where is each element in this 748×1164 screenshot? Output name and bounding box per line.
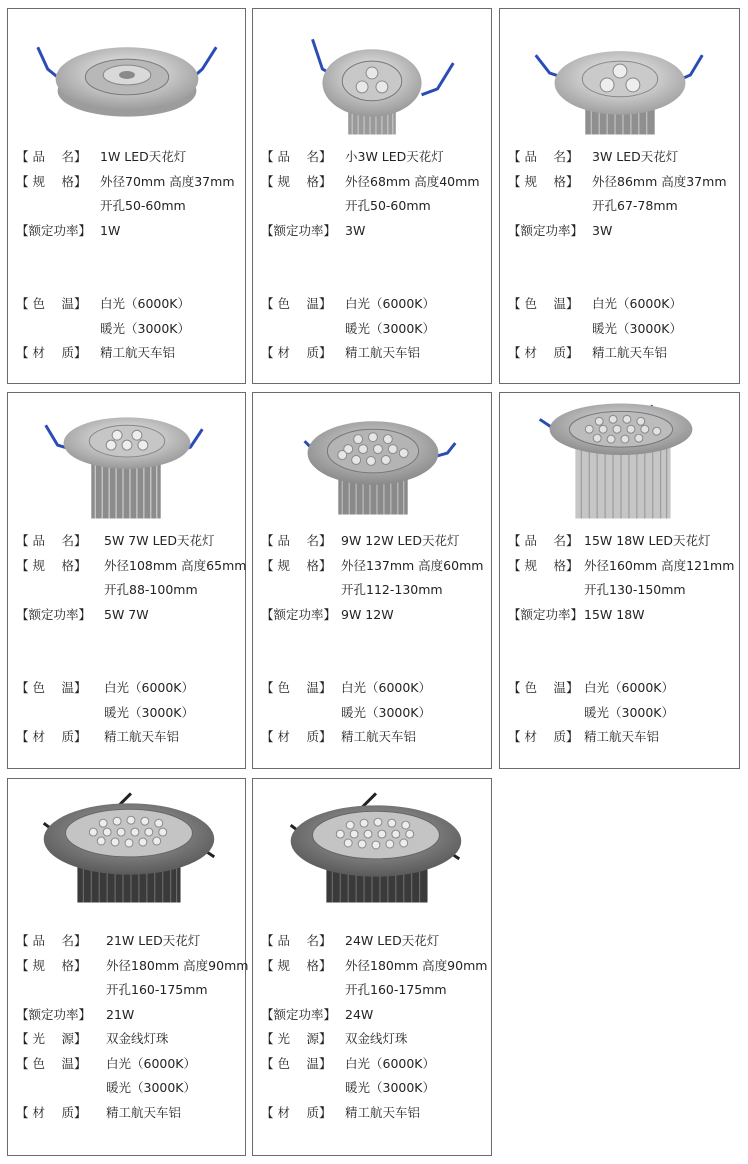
material-value: 精工航天车铝	[345, 345, 421, 360]
spec-label: 【 规 格】	[261, 957, 332, 973]
spec-label: 【 规 格】	[16, 557, 87, 573]
spec-table	[16, 145, 241, 366]
spec-table	[508, 529, 735, 750]
spec-size: 外径160mm 高度121mm	[584, 557, 735, 573]
material-value: 精工航天车铝	[584, 729, 660, 744]
product-card-3w	[499, 8, 740, 384]
product-name: 15W 18W LED天花灯	[584, 533, 711, 548]
product-name: 21W LED天花灯	[106, 933, 201, 948]
downlight-24w-image	[253, 779, 491, 907]
product-card-9w-12w	[252, 392, 492, 769]
spec-label: 【 规 格】	[16, 173, 87, 189]
product-card-21w	[7, 778, 249, 1156]
spec-label: 【 规 格】	[508, 173, 579, 189]
material-label: 【 材 质】	[261, 1104, 332, 1120]
spec-cutout: 开孔160-175mm	[106, 982, 208, 997]
downlight-9w-12w-image	[253, 393, 491, 521]
temp-white: 白光（6000K）	[341, 680, 432, 695]
name-label: 【 品 名】	[16, 149, 87, 164]
spec-cutout: 开孔112-130mm	[341, 582, 443, 597]
name-label: 【 品 名】	[261, 149, 332, 164]
source-value: 双金线灯珠	[345, 1031, 408, 1046]
power-value: 9W 12W	[341, 606, 394, 622]
spec-cutout: 开孔88-100mm	[104, 582, 198, 597]
power-value: 15W 18W	[584, 606, 645, 622]
product-card-15w-18w	[499, 392, 740, 769]
spec-cutout: 开孔50-60mm	[100, 198, 186, 213]
material-label: 【 材 质】	[16, 729, 87, 744]
name-label: 【 品 名】	[16, 933, 87, 948]
temp-white: 白光（6000K）	[106, 1055, 197, 1071]
temp-warm: 暖光（3000K）	[345, 320, 436, 336]
temp-label: 【 色 温】	[16, 296, 87, 311]
spec-size: 外径70mm 高度37mm	[100, 173, 235, 189]
product-name: 5W 7W LED天花灯	[104, 533, 215, 548]
product-card-small-3w	[252, 8, 492, 384]
material-label: 【 材 质】	[261, 729, 332, 744]
temp-label: 【 色 温】	[508, 680, 579, 695]
spec-label: 【 规 格】	[16, 957, 87, 973]
spec-size: 外径108mm 高度65mm	[104, 557, 247, 573]
material-label: 【 材 质】	[261, 345, 332, 360]
downlight-15w-18w-image	[500, 393, 739, 521]
power-value: 3W	[592, 222, 613, 238]
material-value: 精工航天车铝	[106, 1104, 182, 1120]
name-label: 【 品 名】	[261, 933, 332, 948]
material-label: 【 材 质】	[508, 345, 579, 360]
spec-label: 【 规 格】	[261, 173, 332, 189]
spec-size: 外径137mm 高度60mm	[341, 557, 484, 573]
temp-warm: 暖光（3000K）	[104, 704, 195, 720]
spec-size: 外径180mm 高度90mm	[345, 957, 488, 973]
power-label: 【额定功率】	[16, 606, 92, 622]
temp-white: 白光（6000K）	[584, 680, 675, 695]
temp-white: 白光（6000K）	[345, 296, 436, 311]
temp-white: 白光（6000K）	[104, 680, 195, 695]
temp-white: 白光（6000K）	[100, 296, 191, 311]
material-label: 【 材 质】	[16, 1104, 87, 1120]
name-label: 【 品 名】	[508, 533, 579, 548]
name-label: 【 品 名】	[261, 533, 332, 548]
name-label: 【 品 名】	[16, 533, 87, 548]
power-label: 【额定功率】	[508, 222, 584, 238]
spec-label: 【 规 格】	[508, 557, 579, 573]
power-label: 【额定功率】	[16, 1006, 92, 1022]
power-label: 【额定功率】	[261, 1006, 337, 1022]
spec-cutout: 开孔160-175mm	[345, 982, 447, 997]
temp-label: 【 色 温】	[261, 1055, 332, 1071]
product-name: 1W LED天花灯	[100, 149, 187, 164]
temp-warm: 暖光（3000K）	[592, 320, 683, 336]
spec-table	[508, 145, 735, 366]
temp-warm: 暖光（3000K）	[341, 704, 432, 720]
downlight-5w-7w-image	[8, 393, 245, 521]
material-label: 【 材 质】	[16, 345, 87, 360]
product-name: 9W 12W LED天花灯	[341, 533, 460, 548]
source-label: 【 光 源】	[16, 1031, 87, 1046]
material-value: 精工航天车铝	[104, 729, 180, 744]
spec-cutout: 开孔50-60mm	[345, 198, 431, 213]
product-name: 3W LED天花灯	[592, 149, 679, 164]
temp-warm: 暖光（3000K）	[584, 704, 675, 720]
spec-cutout: 开孔130-150mm	[584, 582, 686, 597]
spec-size: 外径86mm 高度37mm	[592, 173, 727, 189]
power-value: 3W	[345, 222, 366, 238]
temp-label: 【 色 温】	[261, 296, 332, 311]
power-label: 【额定功率】	[261, 222, 337, 238]
spec-size: 外径68mm 高度40mm	[345, 173, 480, 189]
source-value: 双金线灯珠	[106, 1031, 169, 1046]
spec-table	[261, 145, 487, 366]
material-value: 精工航天车铝	[345, 1104, 421, 1120]
material-value: 精工航天车铝	[592, 345, 668, 360]
power-value: 1W	[100, 222, 121, 238]
spec-table	[261, 529, 487, 750]
product-name: 小3W LED天花灯	[345, 149, 444, 164]
spec-size: 外径180mm 高度90mm	[106, 957, 249, 973]
temp-label: 【 色 温】	[508, 296, 579, 311]
downlight-3w-image	[500, 9, 739, 137]
power-value: 5W 7W	[104, 606, 149, 622]
spec-table	[261, 929, 487, 1125]
downlight-1w-image	[8, 9, 245, 137]
spec-label: 【 规 格】	[261, 557, 332, 573]
material-value: 精工航天车铝	[341, 729, 417, 744]
temp-white: 白光（6000K）	[592, 296, 683, 311]
material-label: 【 材 质】	[508, 729, 579, 744]
temp-label: 【 色 温】	[16, 680, 87, 695]
temp-label: 【 色 温】	[16, 1055, 87, 1071]
spec-table	[16, 529, 247, 750]
temp-label: 【 色 温】	[261, 680, 332, 695]
downlight-21w-image	[8, 779, 245, 907]
downlight-small-3w-image	[253, 9, 491, 137]
power-label: 【额定功率】	[508, 606, 584, 622]
spec-cutout: 开孔67-78mm	[592, 198, 678, 213]
temp-warm: 暖光（3000K）	[100, 320, 191, 336]
power-value: 21W	[106, 1006, 135, 1022]
spec-table	[16, 929, 249, 1125]
product-card-1w	[7, 8, 246, 384]
product-name: 24W LED天花灯	[345, 933, 440, 948]
product-card-24w	[252, 778, 492, 1156]
material-value: 精工航天车铝	[100, 345, 176, 360]
temp-warm: 暖光（3000K）	[106, 1080, 197, 1095]
temp-warm: 暖光（3000K）	[345, 1080, 436, 1095]
temp-white: 白光（6000K）	[345, 1055, 436, 1071]
power-label: 【额定功率】	[261, 606, 337, 622]
name-label: 【 品 名】	[508, 149, 579, 164]
product-card-5w-7w	[7, 392, 246, 769]
power-value: 24W	[345, 1006, 374, 1022]
power-label: 【额定功率】	[16, 222, 92, 238]
source-label: 【 光 源】	[261, 1031, 332, 1046]
